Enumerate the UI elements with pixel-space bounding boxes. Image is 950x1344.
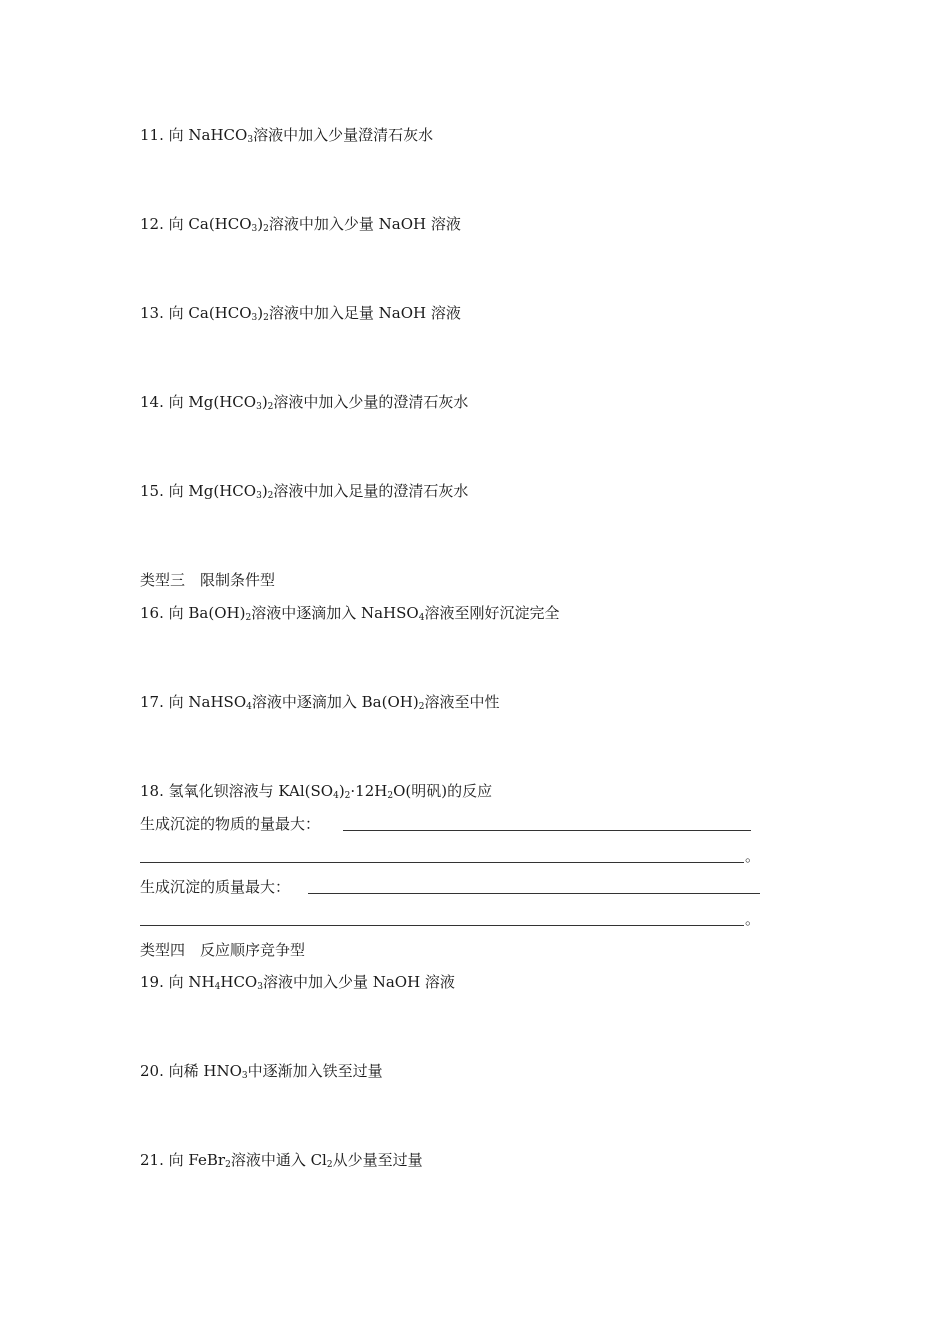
subscript: 3 [257, 982, 263, 992]
question-text-pre: 向 NH [168, 973, 215, 991]
question-19 [140, 972, 455, 997]
subscript: 2 [344, 791, 351, 801]
subscript: 2 [225, 1160, 231, 1170]
question-number: 18. [140, 782, 164, 800]
question-text-post: 溶液中加入少量 NaOH 溶液 [262, 973, 455, 991]
question-11 [140, 125, 433, 150]
question-text-post: 溶液中加入少量的澄清石灰水 [273, 393, 469, 411]
question-number: 17. [140, 693, 164, 711]
subscript: 2 [245, 613, 252, 623]
subscript: 4 [418, 613, 425, 623]
answer-blank[interactable] [140, 925, 744, 926]
question-number: 14. [140, 393, 164, 411]
subscript: 2 [263, 224, 269, 234]
section-heading-3: 类型三 限制条件型 [140, 571, 276, 589]
subscript: 3 [251, 224, 258, 234]
question-text-mid: ) [261, 482, 268, 500]
question-text-mid: ) [261, 393, 268, 411]
question-text-pre: 向 FeBr [168, 1151, 226, 1169]
question-number: 15. [140, 482, 164, 500]
question-text-post: 溶液中加入少量澄清石灰水 [253, 126, 434, 144]
answer-blank[interactable] [140, 862, 744, 863]
question-text-mid: HCO [220, 973, 258, 991]
question-18-part-b-label: 生成沉淀的质量最大： [140, 878, 291, 896]
question-text-mid: ) [257, 215, 264, 233]
question-18 [140, 781, 492, 806]
subscript: 3 [256, 402, 262, 412]
question-text-pre: 氢氧化钡溶液与 KAl(SO [168, 782, 334, 800]
answer-blank[interactable] [343, 830, 751, 831]
subscript: 4 [246, 702, 252, 712]
subscript: 2 [267, 491, 274, 501]
subscript: 2 [326, 1160, 333, 1170]
subscript: 3 [247, 135, 254, 145]
question-16 [140, 603, 559, 628]
question-number: 20. [140, 1062, 164, 1080]
question-15 [140, 481, 468, 506]
subscript: 2 [418, 702, 425, 712]
subscript: 2 [387, 791, 394, 801]
question-17 [140, 692, 499, 717]
section-heading-4: 类型四 反应顺序竞争型 [140, 941, 306, 959]
question-12 [140, 214, 461, 239]
question-number: 13. [140, 304, 164, 322]
question-text-post: 从少量至过量 [332, 1151, 423, 1169]
question-20 [140, 1061, 383, 1086]
period-mark: 。 [745, 847, 761, 865]
question-text-post: 溶液至刚好沉淀完全 [424, 604, 560, 622]
subscript: 4 [333, 791, 339, 801]
question-text-mid: ) [338, 782, 345, 800]
question-text-pre: 向 Ba(OH) [168, 604, 246, 622]
question-text-post: O(明矾)的反应 [393, 782, 493, 800]
period-mark: 。 [745, 910, 761, 928]
question-text-pre: 向 Mg(HCO [168, 393, 257, 411]
question-text-post: 溶液中加入少量 NaOH 溶液 [268, 215, 461, 233]
question-number: 21. [140, 1151, 164, 1169]
question-text-pre: 向 NaHSO [168, 693, 247, 711]
question-number: 12. [140, 215, 164, 233]
subscript: 3 [241, 1071, 248, 1081]
question-18-part-a-label: 生成沉淀的物质的量最大： [140, 815, 321, 833]
subscript: 3 [256, 491, 262, 501]
question-number: 19. [140, 973, 164, 991]
question-13 [140, 303, 461, 328]
question-text-post: 溶液中加入足量的澄清石灰水 [273, 482, 469, 500]
subscript: 2 [267, 402, 274, 412]
question-text-post: 溶液中加入足量 NaOH 溶液 [268, 304, 461, 322]
question-text-pre: 向稀 HNO [168, 1062, 242, 1080]
question-21 [140, 1150, 423, 1175]
question-text-mid2: ·12H [350, 782, 388, 800]
question-text-post: 溶液至中性 [424, 693, 500, 711]
question-text-pre: 向 NaHCO [168, 126, 248, 144]
question-text-post: 中逐渐加入铁至过量 [247, 1062, 383, 1080]
question-text-mid: ) [257, 304, 264, 322]
subscript: 3 [251, 313, 258, 323]
answer-blank[interactable] [308, 893, 760, 894]
question-text-mid: 溶液中逐滴加入 Ba(OH) [251, 693, 419, 711]
question-text-mid: 溶液中逐滴加入 NaHSO [251, 604, 419, 622]
question-14 [140, 392, 468, 417]
question-text-pre: 向 Ca(HCO [168, 215, 252, 233]
question-text-mid: 溶液中通入 Cl [230, 1151, 327, 1169]
subscript: 4 [214, 982, 221, 992]
question-number: 16. [140, 604, 164, 622]
subscript: 2 [263, 313, 269, 323]
question-text-pre: 向 Ca(HCO [168, 304, 252, 322]
question-number: 11. [140, 126, 164, 144]
question-text-pre: 向 Mg(HCO [168, 482, 257, 500]
